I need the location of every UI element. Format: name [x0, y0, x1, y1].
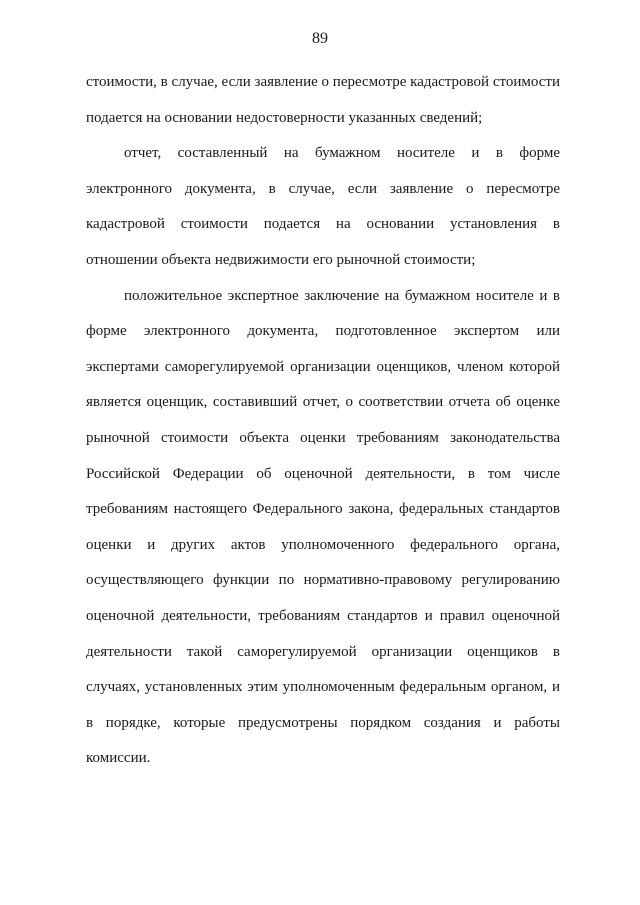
- paragraph-1: стоимости, в случае, если заявление о пересмотре кадастровой стоимости подается на основании недостоверности указанных сведений;: [86, 74, 560, 126]
- document-body: [86, 65, 560, 777]
- page-number: 89: [312, 30, 328, 47]
- paragraph-2: отчет, составленный на бумажном носителе и в форме электронного документа, в случае, если заявление о пересмотре кадастровой стоимости подается на основании установления в отношении объекта недвижимости его рыночной стоимости;: [86, 145, 560, 268]
- paragraph-3: положительное экспертное заключение на бумажном носителе и в форме электронного документа, подготовленное экспертом или экспертами саморегулируемой организации оценщиков, членом которой является оценщик, составивший отчет, о соответствии отчета об оценке рыночной стоимости объекта оценки требованиям законодательства Российской Федерации об оценочной деятельности, в том числе требованиям настоящего Федерального закона, федеральных стандартов оценки и других актов уполномоченного федерального органа, осуществляющего функции по нормативно-правовому регулированию оценочной деятельности, требованиям стандартов и правил оценочной деятельности такой саморегулируемой организации оценщиков в случаях, установленных этим уполномоченным федеральным органом, и в порядке, которые предусмотрены порядком создания и работы комиссии.: [86, 287, 560, 767]
